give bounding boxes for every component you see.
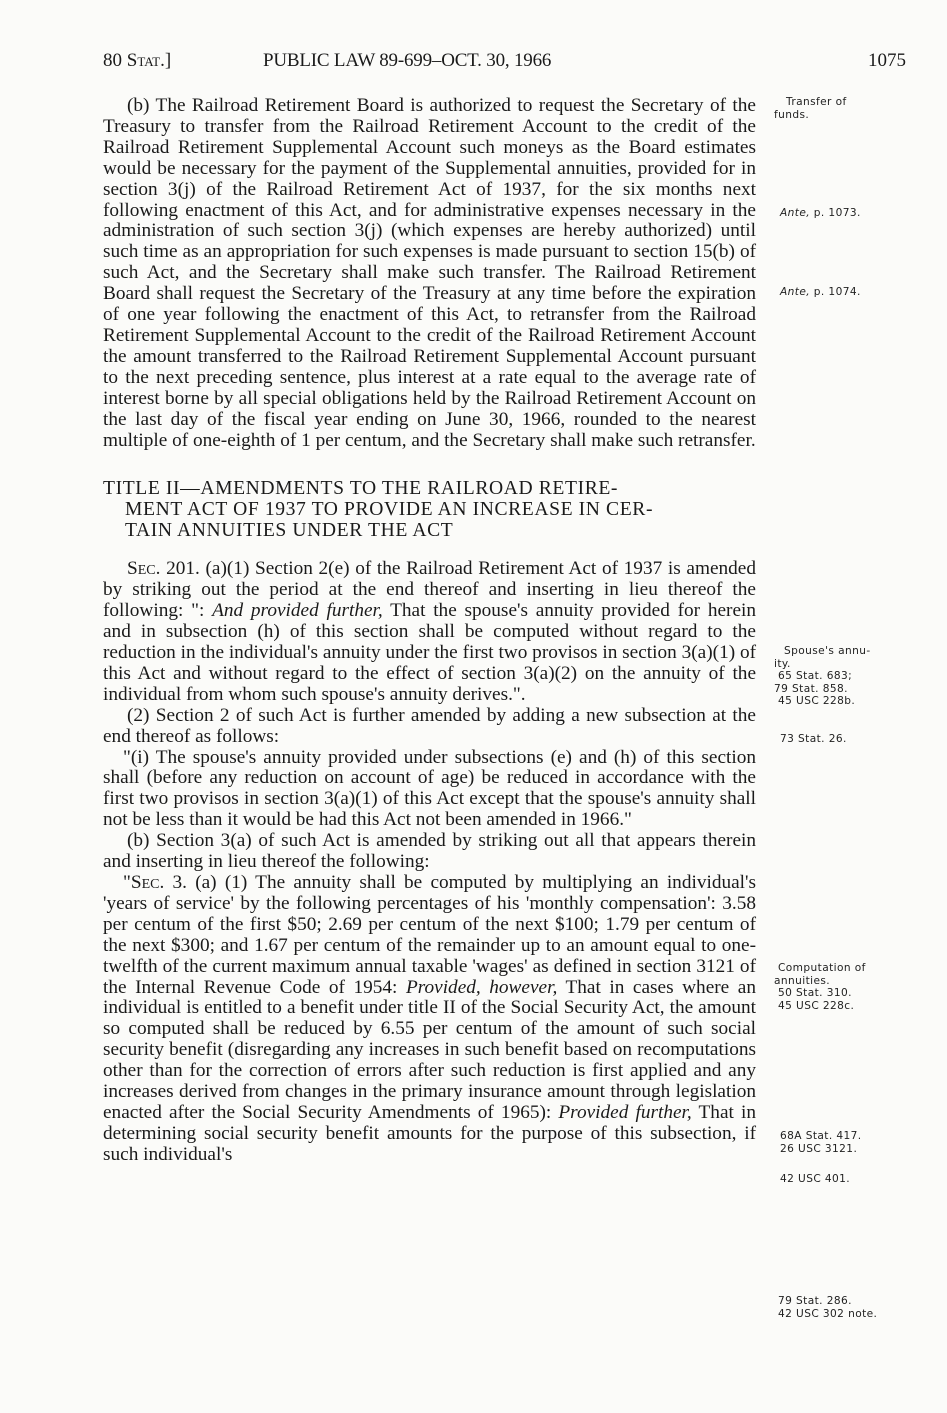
- section-3-a-quote: [103, 873, 756, 1166]
- sec-label: Sec.: [127, 558, 161, 580]
- header-citation: [103, 50, 171, 72]
- sec3-italic-1: Provided, however,: [405, 976, 558, 998]
- note-line: funds.: [774, 108, 810, 121]
- sec201-text-b: That the spouse's annuity provided for herein and in subsection (h) of this section shall be computed without regard to the reduction in the individual's annuity under the first two provisos in section 3(a)(1) of this Act and without regard to the effect of section 3(a)(2) on the annuity of the individual from whom such spouse's annuity derives.".: [103, 600, 757, 705]
- note-italic: Ante,: [780, 207, 810, 219]
- note-italic: Ante,: [780, 286, 810, 298]
- section-201-a1: [103, 559, 756, 705]
- title-line-3: TAIN ANNUITIES UNDER THE ACT: [125, 520, 454, 542]
- note-line: 68A Stat. 417.: [780, 1130, 862, 1142]
- volume-number: 80: [103, 50, 122, 71]
- sec201-text-a: 201. (a)(1) Section 2(e) of the Railroad Retirement Act of 1937 is amended by striking out the period at the end thereof and inserting in lieu thereof the following: ":: [103, 558, 756, 622]
- bracket: ]: [164, 50, 172, 71]
- section-201-a2: (2) Section 2 of such Act is further amended by adding a new subsection at the end thereof as follows:: [103, 704, 756, 747]
- note-transfer-funds: [774, 96, 914, 121]
- page-number: 1075: [868, 50, 906, 71]
- note-73-stat: 73 Stat. 26.: [780, 733, 847, 745]
- note-ante-1074: [780, 286, 920, 299]
- note-computation: [774, 962, 914, 1012]
- note-line: ity.: [774, 657, 791, 670]
- title-line-2: MENT ACT OF 1937 TO PROVIDE AN INCREASE IN CER-: [125, 499, 654, 521]
- note-line: Transfer of: [786, 96, 847, 108]
- note-line: Spouse's annu-: [784, 645, 871, 657]
- note-ante-1073: [780, 207, 920, 220]
- page-header: [103, 50, 906, 76]
- note-line: 45 USC 228b.: [778, 695, 856, 707]
- note-line: 65 Stat. 683;: [778, 670, 853, 682]
- note-page: p. 1074.: [810, 286, 861, 298]
- note-79-stat-286: [778, 1295, 918, 1320]
- paragraph-b-transfer: (b) The Railroad Retirement Board is authorized to request the Secretary of the Treasury to transfer from the Railroad Retirement Account to the credit of the Railroad Retirement Supplemental Account such moneys as the Board estimates would be necessary for the payment of the Supplemental annuities, provided for in section 3(j) of the Railroad Retirement Act of 1937, for the six months next following enactment of this Act, and for administrative expenses necessary in the administration of such section 3(j) (which expenses are hereby authorized) until such time as an appropriation for such expenses is made pursuant to section 15(b) of such Act, and the Secretary shall make such transfer. The Railroad Retirement Board shall request the Secretary of the Treasury at any time before the expiration of one year following the enactment of this Act, to retransfer from the Railroad Retirement Supplemental Account to the credit of the Railroad Retirement Account the amount transferred to the Railroad Retirement Supplemental Account pursuant to the next preceding sentence, plus interest at a rate equal to the average rate of interest borne by all special obligations held by the Railroad Retirement Account on the last day of the fiscal year ending on June 30, 1966, rounded to the nearest multiple of one-eighth of 1 per centum, and the Secretary shall make such retransfer.: [103, 95, 756, 451]
- note-line: annuities.: [774, 974, 831, 987]
- note-page: p. 1073.: [810, 207, 861, 219]
- sec3-label: "Sec.: [123, 872, 165, 893]
- note-line: 79 Stat. 286.: [778, 1295, 852, 1307]
- note-line: 42 USC 302 note.: [778, 1307, 878, 1320]
- note-line: 79 Stat. 858.: [774, 682, 848, 695]
- note-line: 45 USC 228c.: [778, 999, 855, 1012]
- note-line: Computation of: [778, 962, 866, 974]
- sec3-text-a: 3. (a) (1) The annuity shall be computed by multiplying an individual's 'years of service' by the following percentages of his 'monthly compensation': 3.58 per centum of the first $50; 2.69 per centum of the next $100; 1.79 per centum of the next $300; and 1.67 per centum of the remainder up to an amount equal to one-twelfth of the current maximum annual taxable 'wages' as defined in section 3121 of the Internal Revenue Code of 1954:: [103, 872, 756, 998]
- sec3-text-b: That in cases where an individual is entitled to a benefit under title II of the Social Security Act, the amount so computed shall be reduced by 6.55 per centum of the amount of such social security benefit (disregarding any increases in such benefit based on recomputations other than for the correction of errors after such reduction is first applied and any increases derived from changes in the primary insurance amount through legislation enacted after the Social Security Amendments of 1965):: [103, 976, 756, 1123]
- header-title: PUBLIC LAW 89-699–OCT. 30, 1966: [263, 50, 552, 71]
- subsection-i-quote: "(i) The spouse's annuity provided under subsections (e) and (h) of this section shall (before any reduction on account of age) be reduced in accordance with the first two provisos in section 3(a)(1) of this Act except that the spouse's annuity shall not be less than it would be had this Act not been amended in 1966.": [103, 746, 756, 831]
- sec201-italic: And provided further,: [212, 600, 383, 622]
- note-spouse-annuity: [774, 645, 914, 708]
- sec3-text-c: That in determining social security benefit amounts for the purpose of this subsection, if such individual's: [103, 1101, 756, 1165]
- sec3-italic-2: Provided further,: [558, 1101, 692, 1123]
- title-line-1: TITLE II—AMENDMENTS TO THE RAILROAD RETIRE-: [103, 478, 619, 500]
- stat-label: Stat.: [126, 50, 165, 71]
- note-line: 50 Stat. 310.: [778, 987, 852, 999]
- note-68a-stat: [780, 1130, 920, 1155]
- section-201-b: (b) Section 3(a) of such Act is amended by striking out all that appears therein and inserting in lieu thereof the following:: [103, 830, 756, 873]
- main-text: [103, 96, 756, 1166]
- title-heading: [103, 478, 756, 541]
- note-line: 26 USC 3121.: [780, 1142, 858, 1155]
- note-42-usc-401: 42 USC 401.: [780, 1173, 851, 1185]
